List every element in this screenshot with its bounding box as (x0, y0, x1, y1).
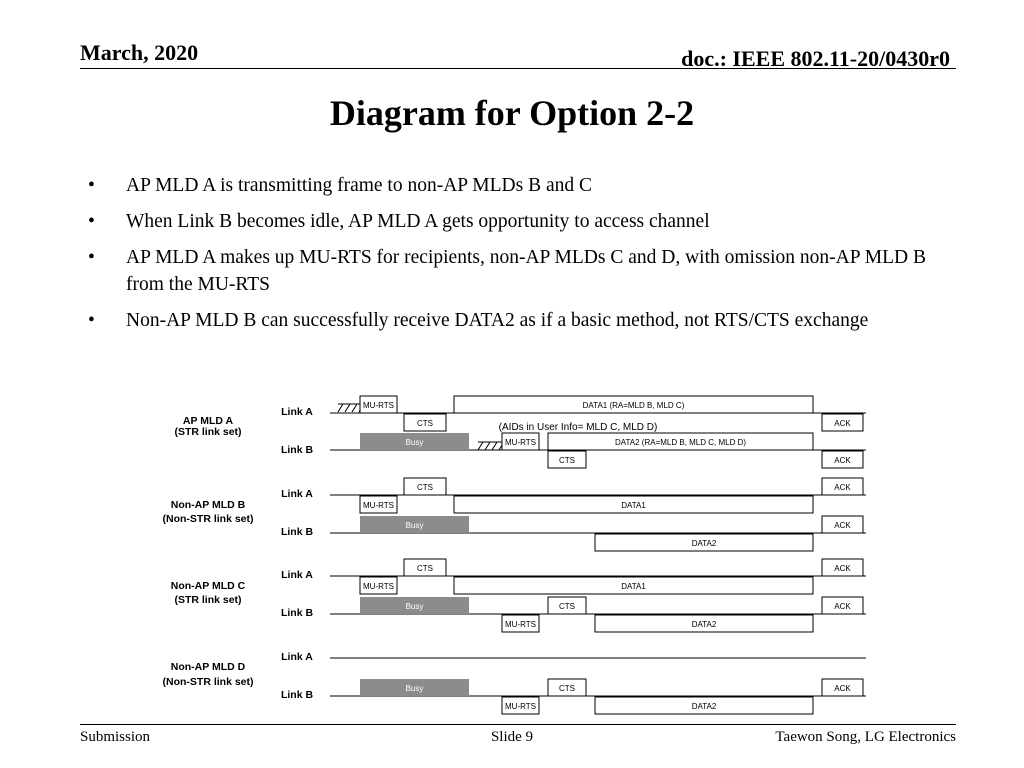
data1-label: DATA1 (621, 582, 646, 591)
bullet-dot: • (88, 175, 95, 196)
cts-label: CTS (559, 602, 575, 611)
device-name: Non-AP MLD C (170, 580, 246, 592)
ack-label: ACK (834, 684, 851, 693)
link-b-label: Link B (280, 444, 314, 456)
backoff-slot (345, 404, 350, 412)
data2-label: DATA2 (691, 702, 717, 711)
mu-rts-label: MU-RTS (505, 438, 536, 447)
busy-label: Busy (405, 602, 424, 611)
footer-divider (80, 724, 956, 725)
header-date: March, 2020 (80, 40, 199, 65)
ack-label: ACK (834, 602, 851, 611)
data2-label: DATA2 (691, 620, 717, 629)
link-a-label: Link A (281, 488, 313, 500)
device-name: Non-AP MLD B (170, 499, 246, 511)
link-a-label: Link A (281, 651, 313, 663)
cts-label: CTS (417, 419, 433, 428)
mu-rts-label: MU-RTS (505, 620, 536, 629)
bullet-dot: • (88, 310, 95, 331)
cts-label: CTS (417, 564, 433, 573)
data1-label: DATA1 (621, 501, 646, 510)
mu-rts-label: MU-RTS (505, 702, 536, 711)
mu-rts-label: MU-RTS (363, 582, 394, 591)
busy-label: Busy (405, 684, 424, 693)
header-doc-id: doc.: IEEE 802.11-20/0430r0 (681, 46, 950, 71)
mu-rts-label: MU-RTS (363, 401, 394, 410)
aid-note: (AIDs in User Info= MLD C, MLD D) (498, 422, 658, 433)
device-subtitle: (STR link set) (174, 594, 242, 606)
backoff-slot (485, 442, 490, 450)
cts-label: CTS (559, 684, 575, 693)
backoff-slot (492, 442, 497, 450)
cts-label: CTS (417, 483, 433, 492)
footer-author: Taewon Song, LG Electronics (775, 729, 956, 745)
backoff-slot (478, 442, 483, 450)
device-name: Non-AP MLD D (170, 661, 246, 673)
bullet-text: AP MLD A makes up MU-RTS for recipients, non-AP MLDs C and D, with omission non-AP MLD B from the MU-RTS (126, 247, 926, 295)
cts-label: CTS (559, 456, 575, 465)
link-a-label: Link A (281, 406, 313, 418)
busy-label: Busy (405, 438, 424, 447)
bullet-text: AP MLD A is transmitting frame to non-AP MLDs B and C (126, 175, 593, 196)
backoff-slot (352, 404, 357, 412)
bullet-dot: • (88, 247, 95, 268)
link-b-label: Link B (280, 689, 314, 701)
mu-rts-label: MU-RTS (363, 501, 394, 510)
footer-submission: Submission (80, 729, 151, 745)
device-subtitle: (STR link set) (174, 426, 242, 438)
link-a-label: Link A (281, 569, 313, 581)
ack-label: ACK (834, 483, 851, 492)
device-subtitle: (Non-STR link set) (162, 676, 254, 688)
ack-label: ACK (834, 521, 851, 530)
data1-label: DATA1 (RA=MLD B, MLD C) (582, 401, 685, 410)
link-b-label: Link B (280, 607, 314, 619)
backoff-slot (338, 404, 343, 412)
slide-title: Diagram for Option 2-2 (329, 93, 695, 133)
bullet-text: Non-AP MLD B can successfully receive DATA2 as if a basic method, not RTS/CTS exchange (126, 310, 869, 331)
data2-label: DATA2 (RA=MLD B, MLD C, MLD D) (614, 438, 747, 447)
device-subtitle: (Non-STR link set) (162, 513, 254, 525)
device-name: AP MLD A (182, 415, 234, 427)
bullet-dot: • (88, 211, 95, 232)
ack-label: ACK (834, 419, 851, 428)
ack-label: ACK (834, 456, 851, 465)
busy-label: Busy (405, 521, 424, 530)
data2-label: DATA2 (691, 539, 717, 548)
ack-label: ACK (834, 564, 851, 573)
link-b-label: Link B (280, 526, 314, 538)
footer-slide-number: Slide 9 (490, 729, 534, 745)
bullet-text: When Link B becomes idle, AP MLD A gets opportunity to access channel (126, 211, 710, 232)
